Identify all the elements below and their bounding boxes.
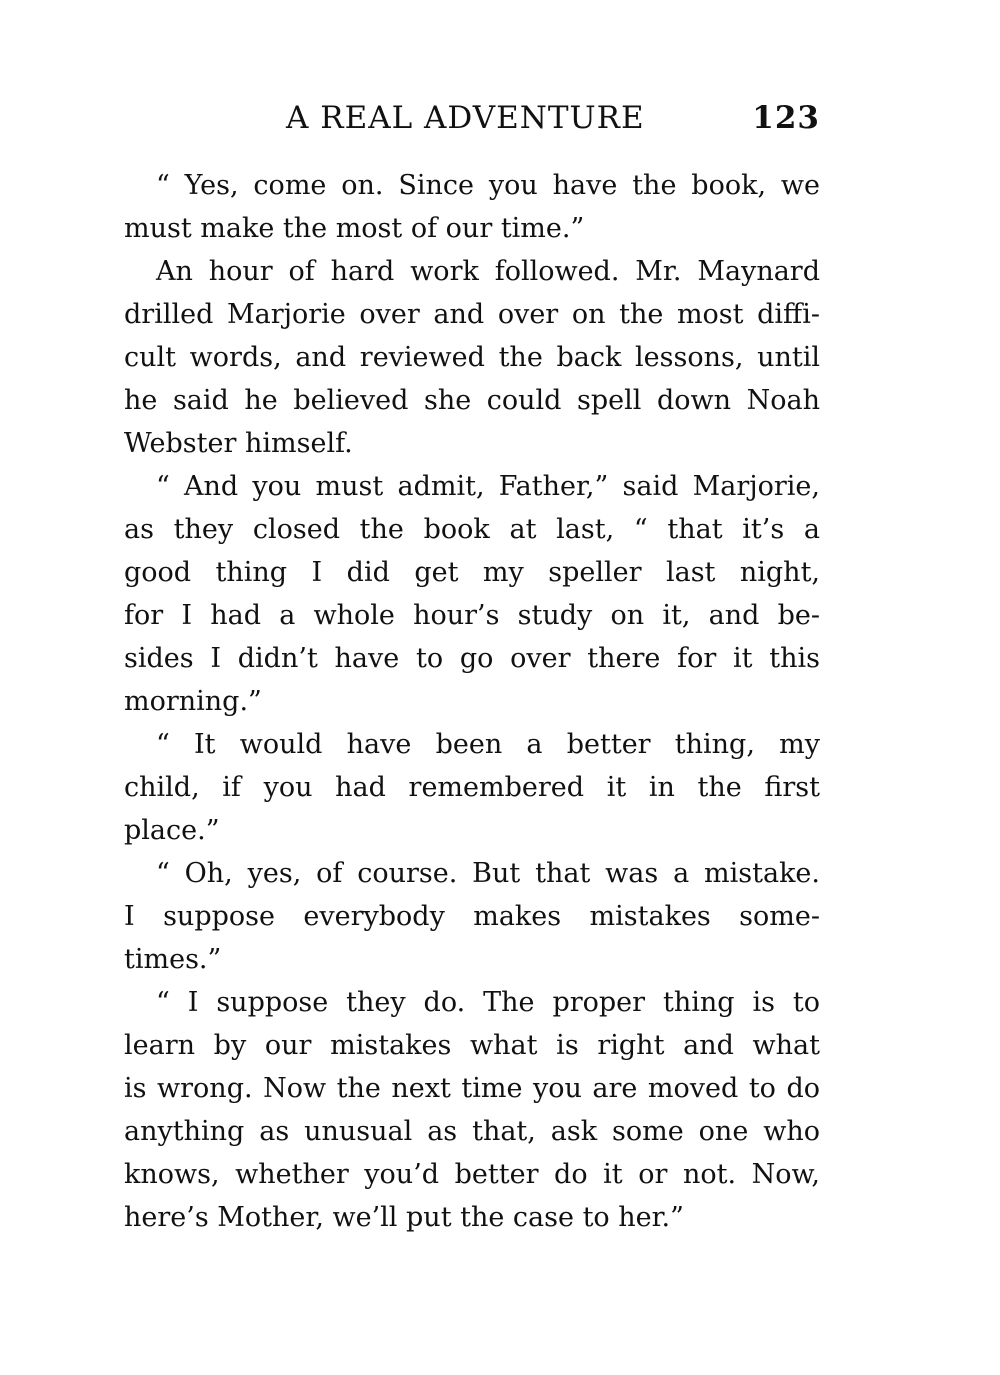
text-line: good thing I did get my speller last night, [124,557,820,588]
text-line: he said he believed she could spell down Noah [124,385,820,416]
running-head [124,100,820,144]
text-line: times.” [124,944,222,975]
body-text [124,164,820,1239]
text-line: must make the most of our time.” [124,213,585,244]
text-line: as they closed the book at last, “ that it’s a [124,514,820,545]
text-line: Webster himself. [124,428,353,459]
text-line: “ Oh, yes, of course. But that was a mistake. [156,858,820,889]
text-line: here’s Mother, we’ll put the case to her.” [124,1202,684,1233]
text-line: is wrong. Now the next time you are moved to do [124,1073,820,1104]
text-line: knows, whether you’d better do it or not. Now, [124,1159,820,1190]
text-line: “ I suppose they do. The proper thing is to [156,987,820,1018]
text-line: child, if you had remembered it in the first [124,772,820,803]
text-line: for I had a whole hour’s study on it, and be- [124,600,820,631]
text-line: place.” [124,815,220,846]
text-line: I suppose everybody makes mistakes some- [124,901,820,932]
text-line: anything as unusual as that, ask some one who [124,1116,820,1147]
text-line: morning.” [124,686,262,717]
text-line: learn by our mistakes what is right and what [124,1030,820,1061]
text-line: cult words, and reviewed the back lessons, until [124,342,820,373]
text-line: An hour of hard work followed. Mr. Maynard [156,256,820,287]
text-line: “ It would have been a better thing, my [156,729,820,760]
text-line: drilled Marjorie over and over on the most diffi- [124,299,820,330]
page-number: 123 [752,100,820,136]
text-line: “ And you must admit, Father,” said Marjorie, [156,471,820,502]
running-title: A REAL ADVENTURE [286,100,645,136]
text-line: “ Yes, come on. Since you have the book, we [156,170,820,201]
text-line: sides I didn’t have to go over there for it this [124,643,820,674]
